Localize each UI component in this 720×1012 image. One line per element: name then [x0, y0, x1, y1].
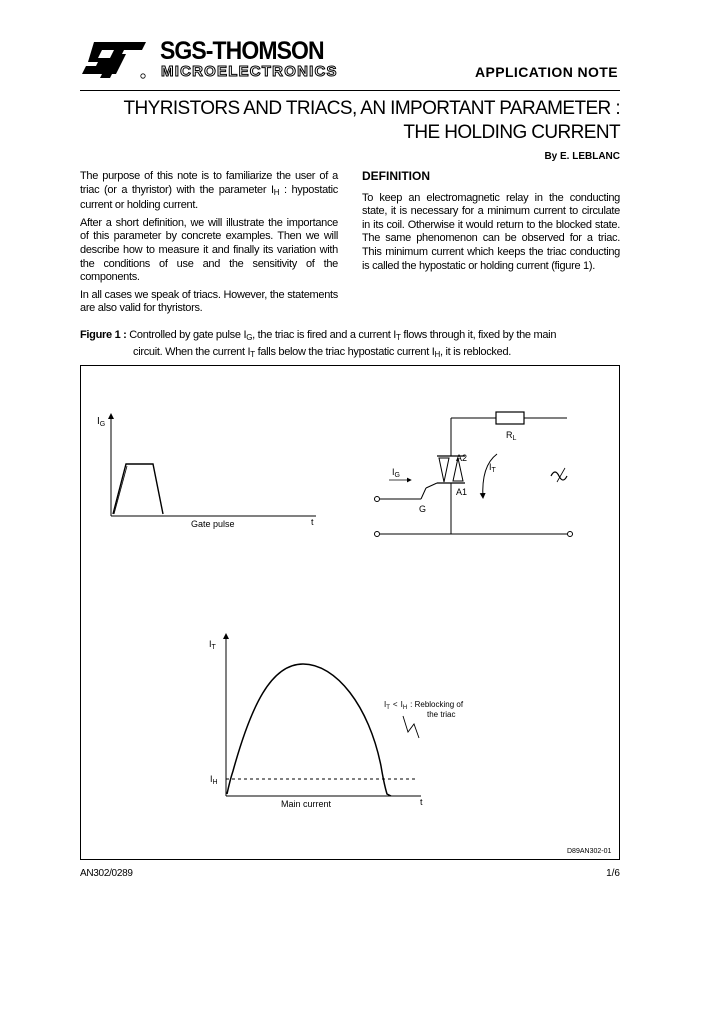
- main-x-label: Main current: [281, 799, 332, 809]
- figure-1: [80, 365, 620, 860]
- figure-ref-code: D89AN302-01: [567, 848, 612, 855]
- document-type: APPLICATION NOTE: [474, 64, 618, 80]
- rl-label: $R_L$: [506, 430, 517, 442]
- ig-label: $I_G$: [392, 467, 400, 479]
- a2-label: A2: [456, 453, 468, 463]
- intro-paragraph-1: The purpose of this note is to familiarize the user of a triac (or a thyristor) with the parameter $I_H$ : hypostatic current or holding current.: [80, 170, 338, 212]
- ih-label: $I_H$: [210, 774, 218, 786]
- gate-x-label: Gate pulse: [191, 519, 235, 529]
- document-code: AN302/0289: [80, 868, 133, 879]
- figure-label: Figure 1 :: [80, 329, 127, 341]
- intro-paragraph-2: After a short definition, we will illustrate the importance of this parameter by concrete examples. Then we will describe how to measure it and finally its variation with the conditions of use and the sensitivity of the components.: [80, 216, 338, 284]
- header-divider: [80, 90, 620, 91]
- intro-paragraph-3: In all cases we speak of triacs. However, the statements are also valid for thyristors.: [80, 288, 338, 315]
- gate-t-label: t: [311, 517, 314, 527]
- main-axis-label: $I_T$: [209, 639, 216, 651]
- reblock-annotation: $I_T < I_H$ : Reblocking of: [384, 700, 464, 711]
- figure-drawing: [81, 366, 621, 861]
- figure-caption: Figure 1 : Controlled by gate pulse $I_G$, the triac is fired and a current $I_T$ flows through it, fixed by the main circuit. When the current $I_T$ falls below the triac hypostatic current $I_H$, it is reblocked.: [80, 329, 557, 359]
- page-number: 1/6: [606, 868, 620, 879]
- division-name: MICROELECTRONICS: [161, 63, 338, 80]
- g-label: G: [419, 504, 427, 514]
- reblock-annotation-2: the triac: [427, 710, 456, 719]
- main-t-label: t: [420, 797, 423, 807]
- definition-paragraph: To keep an electromagnetic relay in the conducting state, it is necessary for a minimum current to circulate in its coil. Otherwise it would return to the blocked state. The same phenomenon can be observed for a triac. This minimum current which keeps the triac conducting is called the hypostatic or holding current (figure 1).: [362, 191, 620, 272]
- load-resistor: [496, 412, 524, 424]
- gate-axis-label: $I_G$: [97, 416, 106, 428]
- definition-column: [362, 170, 620, 277]
- section-heading: DEFINITION: [362, 169, 430, 183]
- company-name: SGS-THOMSON: [160, 37, 324, 65]
- gate-pulse-graph: [97, 414, 316, 529]
- main-current-graph: [209, 634, 464, 809]
- intro-column: [80, 170, 338, 320]
- a1-label: A1: [456, 487, 468, 497]
- it-label: $I_T$: [489, 462, 496, 474]
- page-title: THYRISTORS AND TRIACS, AN IMPORTANT PARAMETER : THE HOLDING CURRENT: [123, 98, 620, 143]
- author: By E. LEBLANC: [544, 151, 620, 162]
- triac-circuit: [375, 412, 573, 537]
- st-logo: [80, 38, 148, 80]
